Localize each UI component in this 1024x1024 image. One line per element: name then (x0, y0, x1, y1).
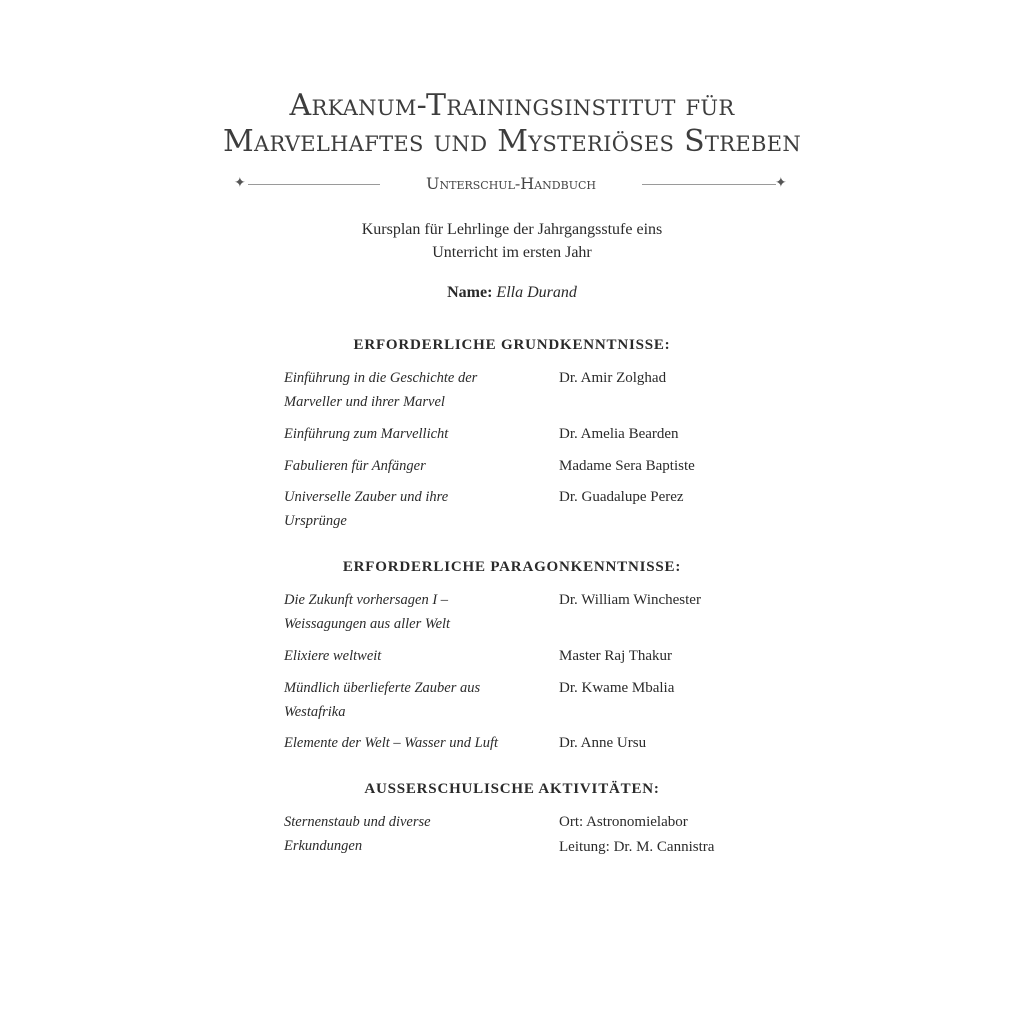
ornament-divider (248, 184, 380, 185)
subtitle-ornament (232, 174, 792, 194)
ornament-star-icon: ✦ (234, 176, 246, 191)
student-name-value: Ella Durand (496, 284, 577, 301)
activity-location: Ort: Astronomielabor (559, 814, 688, 830)
course-teacher: Dr. Kwame Mbalia (559, 680, 675, 696)
course-title: Universelle Zauber und ihre Ursprünge (284, 489, 449, 529)
student-name-line (262, 281, 762, 304)
institute-title-line2: Marvelhaftes und Mysteriöses Streben (222, 124, 802, 159)
section-heading-extracurricular: AUSSERSCHULISCHE AKTIVITÄTEN: (364, 781, 660, 797)
course-title: Elixiere weltweit (284, 648, 382, 664)
course-title: Einführung zum Marvellicht (284, 426, 449, 442)
course-teacher: Dr. Anne Ursu (559, 735, 647, 751)
course-teacher: Dr. Amelia Bearden (559, 426, 679, 442)
course-teacher: Madame Sera Baptiste (559, 458, 695, 474)
curriculum-year: Unterricht im ersten Jahr (432, 244, 592, 261)
course-title: Mündlich überlieferte Zauber aus Westafrika (284, 680, 481, 720)
course-teacher: Dr. Guadalupe Perez (559, 489, 684, 505)
ornament-divider (642, 184, 776, 185)
course-teacher: Dr. Amir Zolghad (559, 370, 667, 386)
course-title: Elemente der Welt – Wasser und Luft (284, 735, 498, 751)
institute-title-line1: Arkanum-Trainingsinstitut für (289, 88, 735, 123)
course-teacher: Master Raj Thakur (559, 648, 673, 664)
curriculum-description: Kursplan für Lehrlinge der Jahrgangsstufe eins (361, 221, 663, 238)
course-title: Einführung in die Geschichte der Marveller und ihrer Marvel (284, 370, 478, 410)
activity-title: Sternenstaub und diverse Erkundungen (284, 814, 431, 854)
student-name-label: Name: (447, 284, 493, 301)
course-title: Die Zukunft vorhersagen I – Weissagungen aus aller Welt (284, 592, 451, 632)
section-heading-paragon: ERFORDERLICHE PARAGONKENNTNISSE: (342, 559, 682, 575)
activity-leader: Leitung: Dr. M. Cannistra (559, 839, 715, 855)
handbook-subtitle: Unterschul-Handbuch (426, 174, 596, 193)
section-heading-basic: ERFORDERLICHE GRUNDKENNTNISSE: (353, 337, 671, 353)
ornament-star-icon: ✦ (775, 176, 787, 191)
course-title: Fabulieren für Anfänger (284, 458, 426, 474)
course-teacher: Dr. William Winchester (559, 592, 701, 608)
